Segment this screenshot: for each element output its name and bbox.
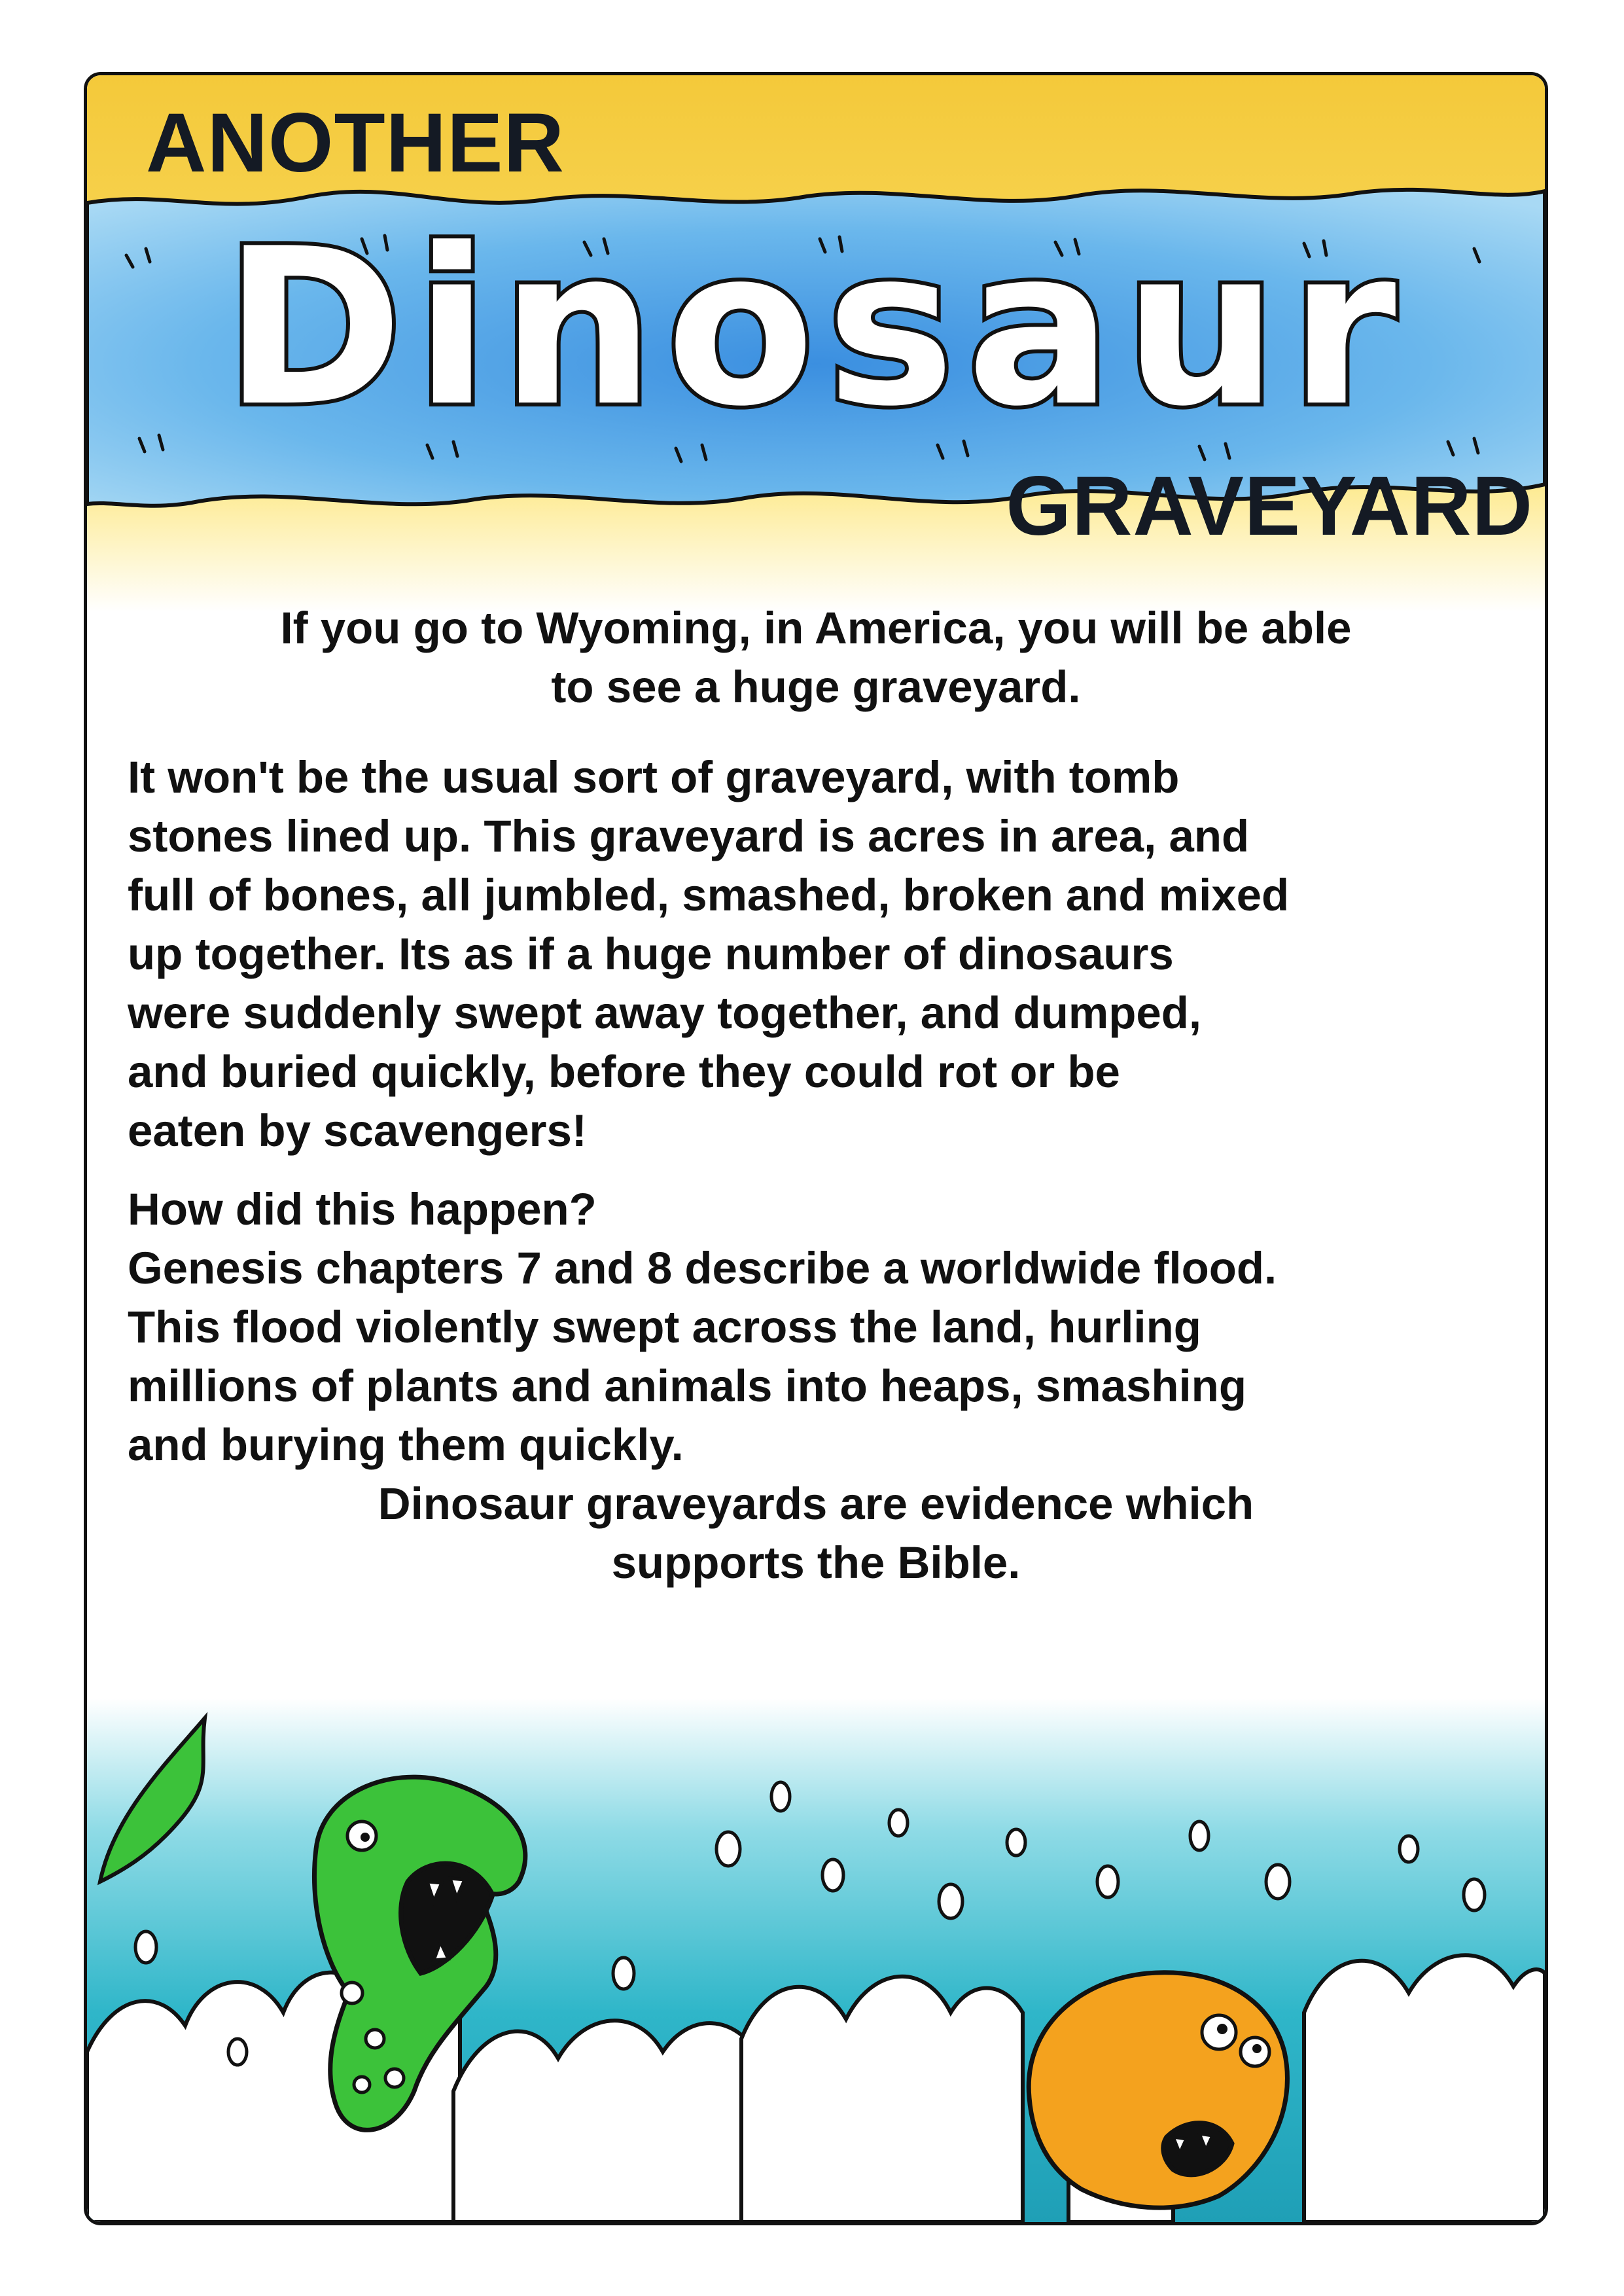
question-paragraph	[128, 1180, 1528, 1475]
flood-illustration	[87, 1685, 1545, 2222]
text-line: This flood violently swept across the land, hurling	[128, 1302, 1201, 1352]
text-line: Dinosaur graveyards are evidence which	[378, 1479, 1254, 1529]
text-line: stones lined up. This graveyard is acres in area, and	[128, 811, 1250, 861]
text-line: millions of plants and animals into heaps, smashing	[128, 1361, 1246, 1411]
text-line: How did this happen?	[128, 1184, 597, 1234]
kicker-another: ANOTHER	[146, 96, 565, 190]
text-line: Genesis chapters 7 and 8 describe a worldwide flood.	[128, 1243, 1277, 1293]
text-line: and buried quickly, before they could rot or be	[128, 1047, 1120, 1097]
text-line: up together. Its as if a huge number of dinosaurs	[128, 929, 1174, 979]
orange-dinosaur	[1029, 1973, 1287, 2208]
page-frame	[84, 72, 1548, 2225]
text-line: It won't be the usual sort of graveyard, with tomb	[128, 752, 1180, 802]
title-text: Dinosaur	[224, 202, 1408, 454]
intro-paragraph	[87, 599, 1545, 717]
text-line: and burying them quickly.	[128, 1420, 684, 1470]
text-line: supports the Bible.	[611, 1537, 1021, 1588]
text-line: to see a huge graveyard.	[551, 662, 1081, 712]
text-line: If you go to Wyoming, in America, you will be able	[280, 603, 1352, 653]
description-paragraph	[128, 748, 1528, 1160]
text-line: full of bones, all jumbled, smashed, broken and mixed	[128, 870, 1290, 920]
foam-crests	[87, 1955, 1545, 2222]
text-line: were suddenly swept away together, and dumped,	[128, 988, 1202, 1038]
conclusion-paragraph	[87, 1475, 1545, 1592]
kicker-graveyard: GRAVEYARD	[1006, 459, 1533, 553]
text-line: eaten by scavengers!	[128, 1105, 587, 1156]
